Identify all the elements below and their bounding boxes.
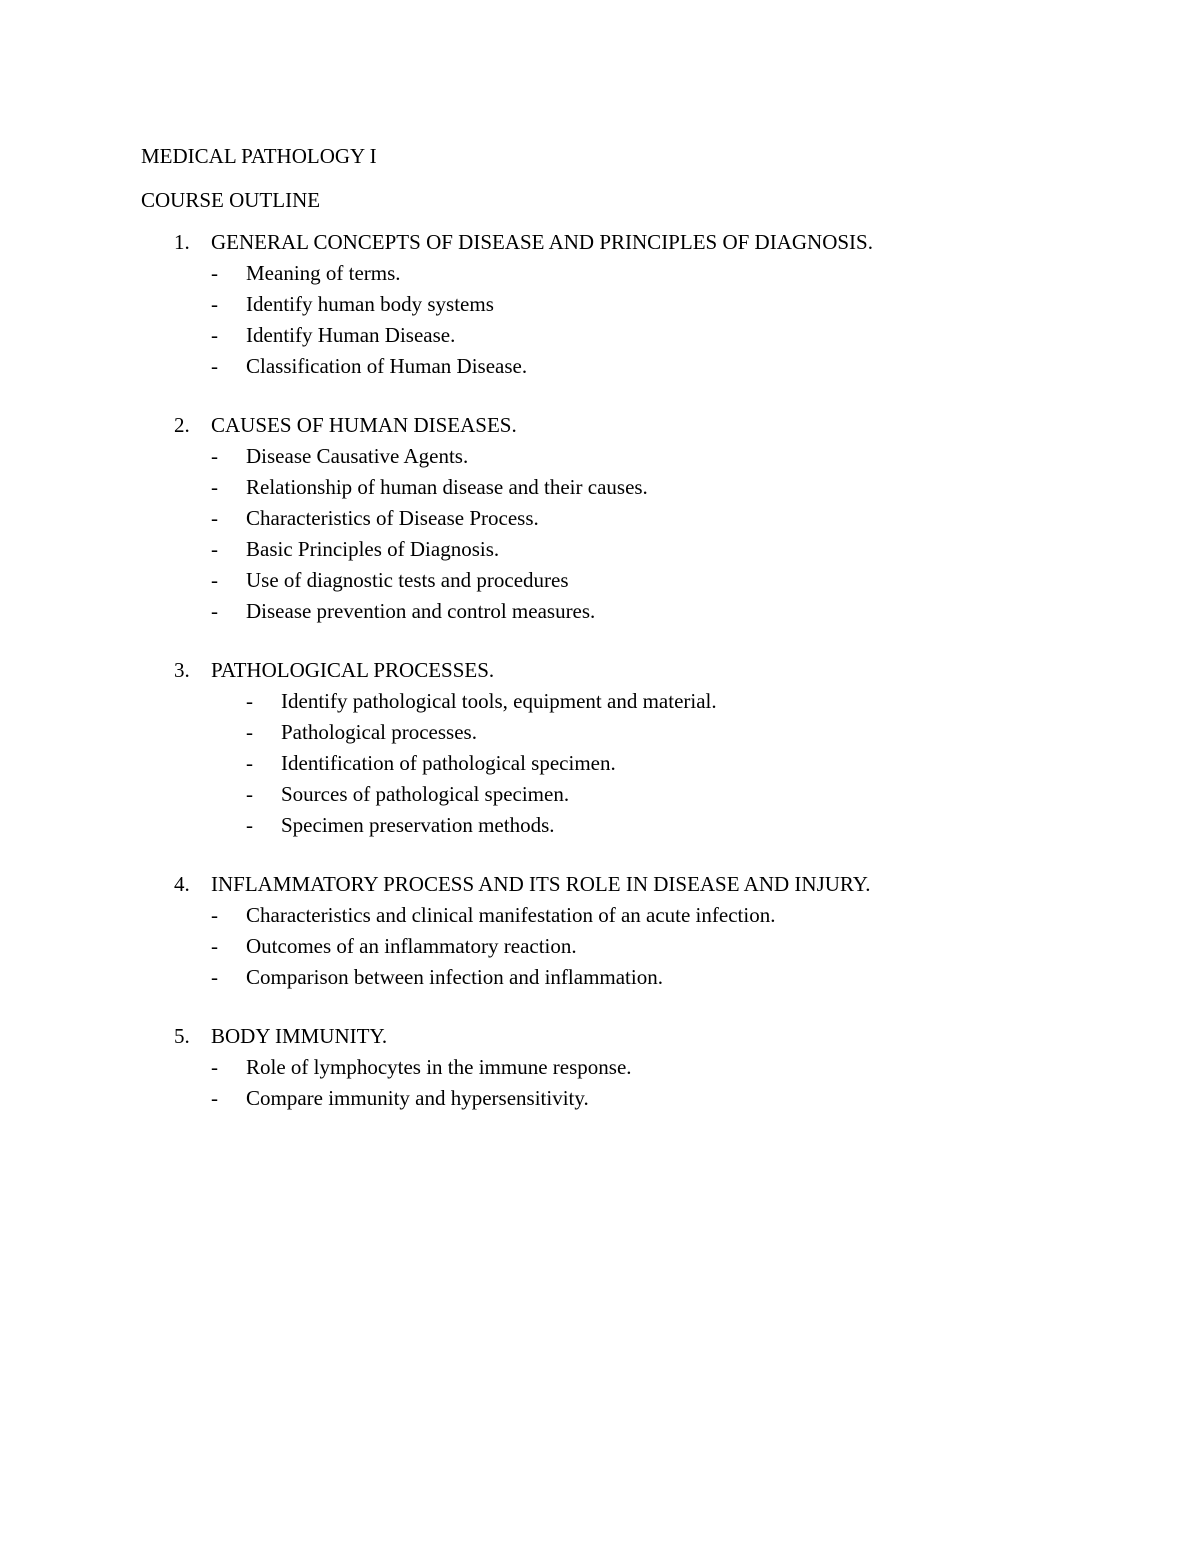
section-heading [141,227,1200,258]
section-title: GENERAL CONCEPTS OF DISEASE AND PRINCIPLES OF DIAGNOSIS. [211,230,873,254]
bullet-list [141,258,1200,382]
bullet-dash: - [246,813,253,837]
list-item-text: Sources of pathological specimen. [281,782,570,806]
bullet-list [141,441,1200,627]
section-heading [141,1021,1200,1052]
list-item-text: Meaning of terms. [246,261,401,285]
bullet-dash: - [211,475,218,499]
list-item [211,1052,1200,1083]
bullet-dash: - [211,292,218,316]
list-item [211,320,1200,351]
document-subtitle: COURSE OUTLINE [141,188,321,212]
bullet-dash: - [211,261,218,285]
list-item [246,717,1200,748]
list-item-text: Characteristics and clinical manifestation of an acute infection. [246,903,776,927]
list-item-text: Specimen preservation methods. [281,813,555,837]
list-item [211,565,1200,596]
list-item [211,1083,1200,1114]
document-title: MEDICAL PATHOLOGY I [141,144,377,168]
bullet-list [141,686,1200,841]
bullet-dash: - [211,506,218,530]
list-item-text: Classification of Human Disease. [246,354,528,378]
list-item-text: Identify Human Disease. [246,323,456,347]
list-item [211,351,1200,382]
bullet-dash: - [246,751,253,775]
list-item-text: Relationship of human disease and their causes. [246,475,648,499]
bullet-dash: - [211,1055,218,1079]
outline-section-3 [141,655,1200,841]
bullet-dash: - [211,965,218,989]
bullet-dash: - [211,903,218,927]
bullet-dash: - [211,568,218,592]
list-item [211,503,1200,534]
section-title: BODY IMMUNITY. [211,1024,388,1048]
section-number: 4. [174,872,190,896]
list-item-text: Role of lymphocytes in the immune response. [246,1055,632,1079]
list-item [211,962,1200,993]
section-title: INFLAMMATORY PROCESS AND ITS ROLE IN DISEASE AND INJURY. [211,872,871,896]
list-item-text: Disease Causative Agents. [246,444,469,468]
list-item-text: Use of diagnostic tests and procedures [246,568,569,592]
list-item-text: Characteristics of Disease Process. [246,506,539,530]
outline-section-2 [141,410,1200,627]
outline-section-4 [141,869,1200,993]
bullet-dash: - [211,599,218,623]
bullet-dash: - [246,689,253,713]
list-item [246,779,1200,810]
bullet-list [141,1052,1200,1114]
list-item-text: Identify human body systems [246,292,494,316]
list-item [211,931,1200,962]
list-item-text: Identify pathological tools, equipment and material. [281,689,717,713]
list-item-text: Basic Principles of Diagnosis. [246,537,500,561]
section-number: 1. [174,230,190,254]
list-item [211,472,1200,503]
list-item-text: Outcomes of an inflammatory reaction. [246,934,577,958]
outline-section-1 [141,227,1200,382]
list-item-text: Compare immunity and hypersensitivity. [246,1086,589,1110]
list-item [211,441,1200,472]
list-item [211,258,1200,289]
section-title: CAUSES OF HUMAN DISEASES. [211,413,517,437]
list-item-text: Pathological processes. [281,720,477,744]
list-item [246,810,1200,841]
list-item [246,686,1200,717]
list-item [246,748,1200,779]
list-item-text: Comparison between infection and inflammation. [246,965,663,989]
list-item [211,900,1200,931]
section-number: 2. [174,413,190,437]
section-title: PATHOLOGICAL PROCESSES. [211,658,495,682]
list-item [211,289,1200,320]
section-number: 5. [174,1024,190,1048]
outline-section-5 [141,1021,1200,1114]
list-item-text: Disease prevention and control measures. [246,599,596,623]
section-heading [141,655,1200,686]
section-heading [141,410,1200,441]
bullet-dash: - [211,934,218,958]
list-item [211,596,1200,627]
bullet-dash: - [246,720,253,744]
section-number: 3. [174,658,190,682]
bullet-dash: - [211,354,218,378]
bullet-dash: - [211,323,218,347]
bullet-dash: - [246,782,253,806]
bullet-list [141,900,1200,993]
bullet-dash: - [211,537,218,561]
bullet-dash: - [211,1086,218,1110]
section-heading [141,869,1200,900]
list-item [211,534,1200,565]
bullet-dash: - [211,444,218,468]
list-item-text: Identification of pathological specimen. [281,751,616,775]
